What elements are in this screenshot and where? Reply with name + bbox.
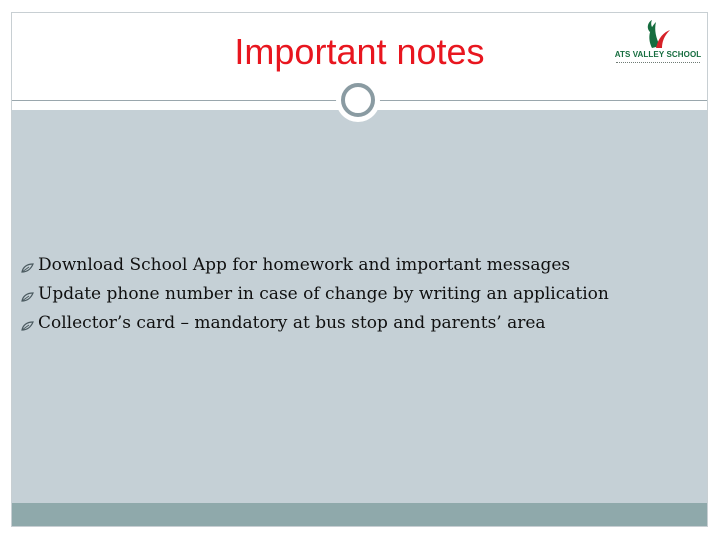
list-item [20, 250, 690, 279]
footer-bar [12, 503, 707, 526]
bullet-leaf-icon [20, 316, 34, 330]
school-logo [612, 18, 704, 66]
bullet-text: Collector’s card – mandatory at bus stop and parents’ area [38, 312, 546, 333]
bullet-list [20, 250, 690, 337]
bullet-leaf-icon [20, 287, 34, 301]
school-emblem-icon [612, 18, 704, 50]
slide-title: Important notes [234, 31, 485, 72]
ring-icon [336, 78, 380, 122]
bullet-text: Download School App for homework and important messages [38, 254, 571, 275]
school-logo-name: ATS VALLEY SCHOOL [614, 50, 702, 59]
list-item [20, 279, 690, 308]
list-item [20, 308, 690, 337]
bullet-leaf-icon [20, 258, 34, 272]
bullet-text: Update phone number in case of change by writing an application [38, 283, 609, 304]
school-logo-tagline-rule [616, 62, 700, 65]
